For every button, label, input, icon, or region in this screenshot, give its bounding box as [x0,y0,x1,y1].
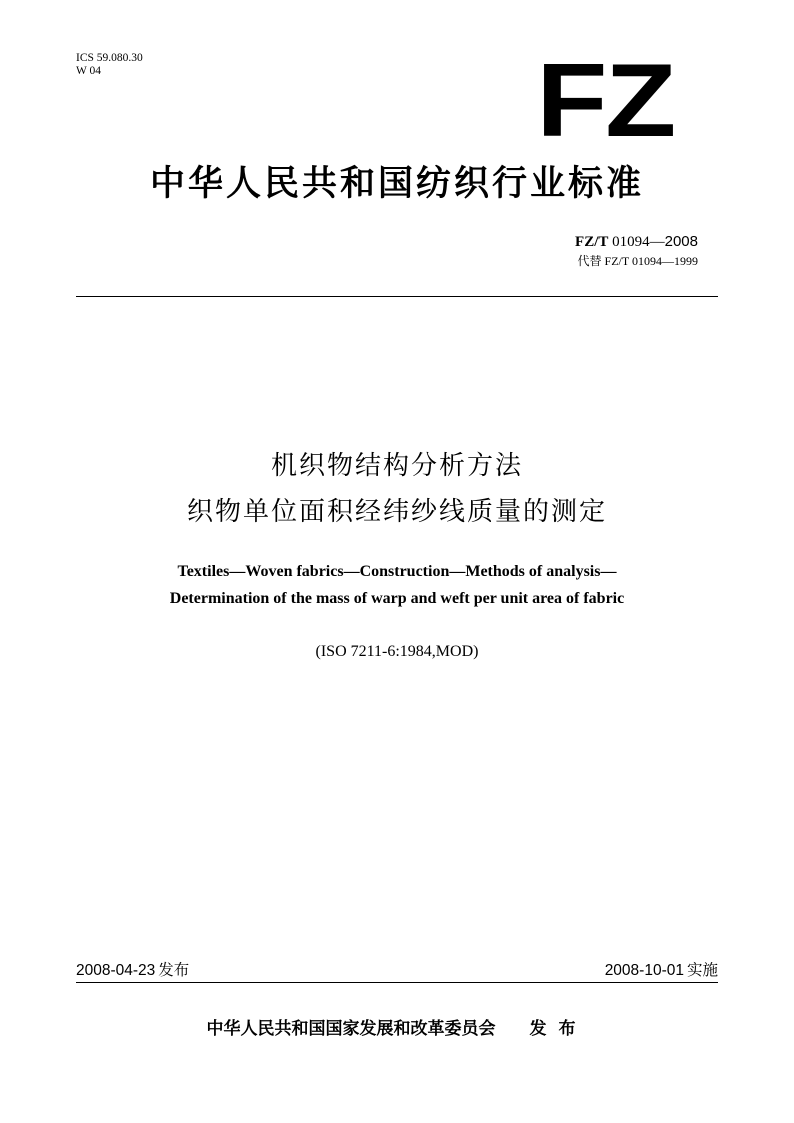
footer-divider [76,982,718,983]
document-title-en-line1: Textiles—Woven fabrics—Construction—Methods of analysis— [177,563,617,580]
ics-code: ICS 59.080.30 [76,52,143,64]
document-title-en-line2: Determination of the mass of warp and weft per unit area of fabric [169,590,625,607]
implement-date: 2008-10-01 [604,962,684,979]
fz-logo: FZ [536,43,674,159]
document-title-cn-line1: 机织物结构分析方法 [270,451,523,481]
replaces-note: 代替 FZ/T 01094—1999 [577,254,698,268]
implement-date-block [605,960,718,981]
standard-serial: 01094 [612,234,650,250]
iso-reference: (ISO 7211-6:1984,MOD) [315,643,479,660]
document-title-cn-line2: 织物单位面积经纬纱线质量的测定 [186,497,607,527]
standard-number [575,233,698,251]
classification-codes [76,52,143,78]
issuing-authority [0,1018,794,1040]
ccs-code: W 04 [76,65,102,77]
implement-label: 实施 [686,961,718,979]
issuer-action: 发布 [529,1019,588,1039]
issue-date: 2008-04-23 [76,962,156,979]
issuer-name: 中华人民共和国国家发展和改革委员会 [206,1019,496,1039]
header-divider [76,296,718,297]
standard-code: FZ/T [575,234,609,250]
standard-year: 2008 [664,233,698,250]
issue-label: 发布 [158,961,190,979]
standard-category-title: 中华人民共和国纺织行业标准 [149,164,644,204]
issue-date-block [76,960,189,981]
standard-dash: — [649,234,665,250]
